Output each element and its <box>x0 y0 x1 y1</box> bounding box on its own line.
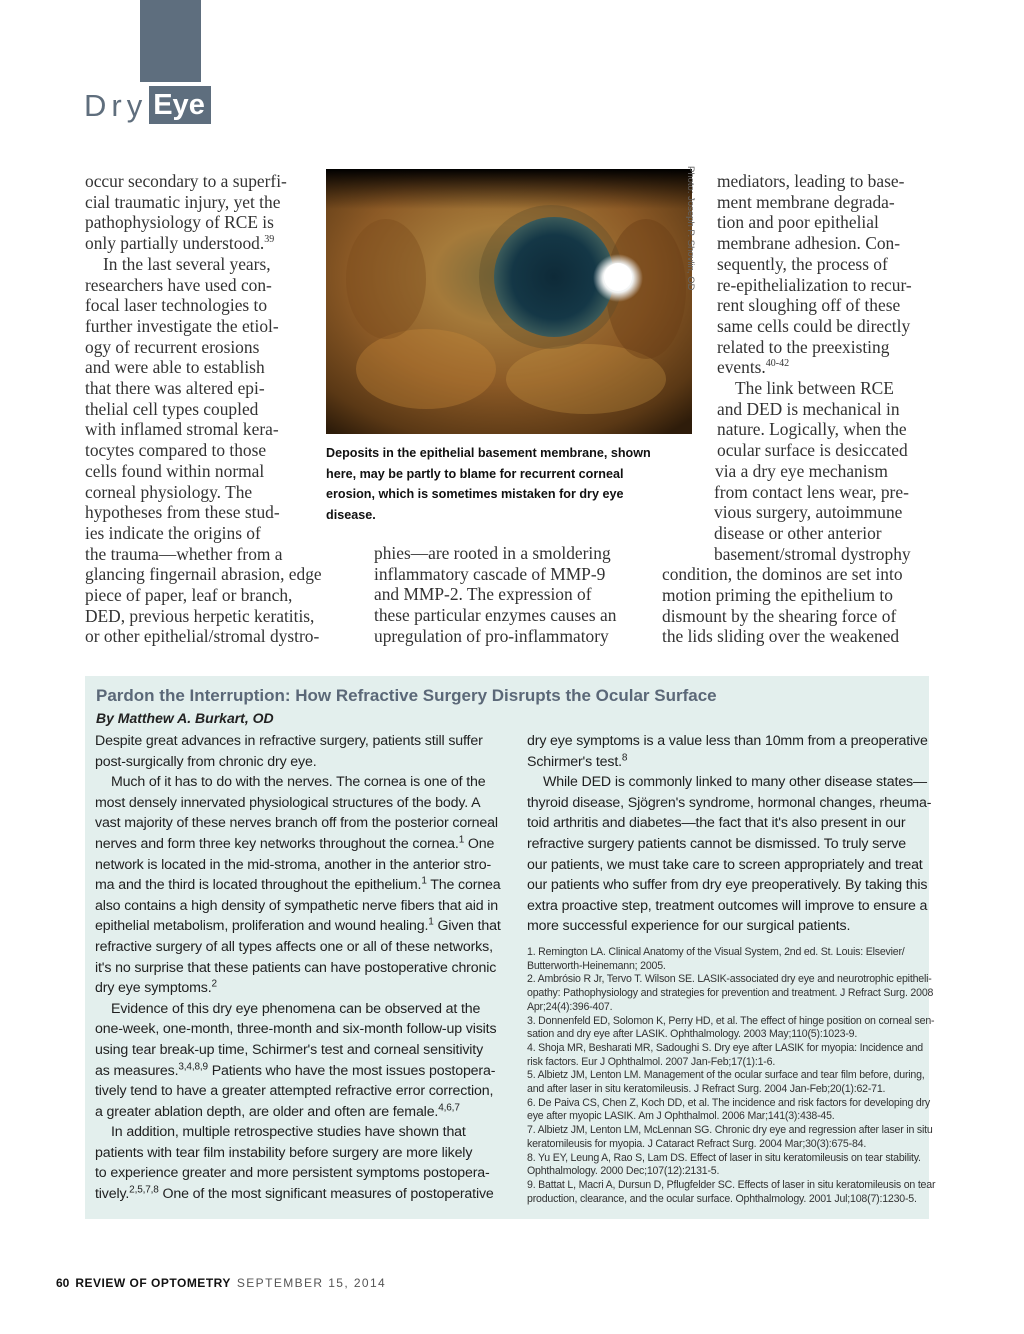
sidebar-column-left: Despite great advances in refractive surgery, patients still suffer post-surgically from chronic dry eye. Much of it has to do with the nerves. The cornea is one of the most densely innervated physiological structures of the body. A vast majority of these nerves branch off from the posterior corneal nerves and form three key networks throughout the cornea.$^1$ One network is located in the mid-stroma, another in the anterior stro- ma and the third is located throughout the epithelium.$^1$ The cornea also contains a high density of sympathetic nerve fibers that aid in epithelial metabolism, proliferation and wound healing.$^1$ Given that refractive surgery of all types affects one or all of these networks, it's no surprise that these patients can have postoperative chronic dry eye symptoms.$^2$ Evidence of this dry eye phenomena can be observed at the one-week, one-month, three-month and six-month follow-up visits using tear break-up time, Schirmer's test and corneal sensitivity as measures.$^{3,4,8,9}$ Patients who have the most issues postopera- tively tend to have a greater attempted refractive error correction, a greater ablation depth, are older and often are female.$^{4,6,7}$ In addition, multiple retrospective studies have shown that patients with tear film instability before surgery are more likely to experience greater and more persistent symptoms postopera- tively.$^{2,5,7,8}$ One of the most significant measures of postoperative <box>95 733 501 1203</box>
reference-item: 8. Yu EY, Leung A, Rao S, Lam DS. Effect of laser in situ keratomileusis on tear stability. Ophthalmology. 2000 Dec;107(12):2131-5. <box>527 1151 921 1178</box>
citation: 40-42 <box>765 358 790 370</box>
eye-photo <box>326 169 692 434</box>
reference-item: 3. Donnenfeld ED, Solomon K, Perry HD, et al. The effect of hinge position on corneal sen- sation and dry eye after LASIK. Ophthalmology. 2003 May;110(5):1023-9. <box>527 1014 935 1041</box>
reference-item: 5. Albietz JM, Lenton LM. Management of the ocular surface and tear film before, during, and after laser in situ keratomileusis. J Refract Surg. 2004 Jan-Feb;20(1):62-71. <box>527 1069 925 1096</box>
reference-item: 1. Remington LA. Clinical Anatomy of the Visual System, 2nd ed. St. Louis: Elsevier/ Butterworth-Heinemann; 2005. <box>527 946 905 972</box>
sidebar-title: Pardon the Interruption: How Refractive Surgery Disrupts the Ocular Surface <box>96 686 717 705</box>
citation: 3,4,8,9 <box>178 1060 208 1072</box>
column-1-paragraph-1: occur secondary to a superfi- cial traumatic injury, yet the pathophysiology of RCE is only partially understood.$^{39}$ <box>85 171 287 254</box>
article-column-3 <box>662 171 932 647</box>
reference-item: 6. De Paiva CS, Chen Z, Koch DD, et al. The incidence and risk factors for developing dry eye after myopic LASIK. Am J Ophthalmol. 2006 Mar;141(3):438-45. <box>527 1096 931 1123</box>
column-1-paragraph-2: In the last several years, researchers have used con- focal laser technologies to further investigate the etiol- ogy of recurrent erosions and were able to establish that there was altered epi- thelial cell types coupled with inflamed stromal kera- tocytes compared to those cells found within normal corneal physiology. The hypotheses from these stud- ies indicate the origins of the trauma—whether from a glancing fingernail abrasion, edge piece of paper, leaf or branch, DED, previous herpetic keratitis, or other epithelial/stromal dystro- <box>85 253 322 647</box>
citation: 39 <box>264 234 275 246</box>
reference-item: 4. Shoja MR, Besharati MR, Sadoughi S. Dry eye after LASIK for myopia: Incidence and risk factors. Eur J Ophthalmol. 2007 Jan-Feb;17(1):1-6. <box>527 1041 923 1068</box>
citation: 1 <box>428 916 434 928</box>
section-title-word2: Eye <box>149 86 211 124</box>
section-title <box>84 86 211 126</box>
citation: 4,6,7 <box>438 1101 460 1113</box>
page-footer <box>56 1276 386 1290</box>
section-tab-bar <box>140 0 201 82</box>
citation: 8 <box>621 751 628 763</box>
photo-credit: Photo: Joseph P. Shovlin, OD <box>685 166 696 291</box>
reference-item: 2. Ambrósio R Jr, Tervo T. Wilson SE. LASIK-associated dry eye and neurotrophic epitheli- opathy: Pathophysiology and strategies for prevention and treatment. J Refract Surg. 2008 Apr;24(4):396-407. <box>527 973 934 1013</box>
eye-photo-image <box>326 169 692 434</box>
photo-caption: Deposits in the epithelial basement membrane, shown here, may be partly to blame for recurrent corneal erosion, which is sometimes mistaken for dry eye disease. <box>326 446 651 522</box>
citation: 1 <box>458 834 465 846</box>
reference-item: 9. Battat L, Macri A, Dursun D, Pflugfelder SC. Effects of laser in situ keratomileusis on tear production, clearance, and the ocular surface. Ophthalmology. 2001 Jul;108(7):1230-5. <box>527 1178 936 1205</box>
issue-date: SEPTEMBER 15, 2014 <box>236 1276 387 1290</box>
section-title-word1: Dry <box>84 88 148 123</box>
column-3-paragraph-2: The link between RCE and DED is mechanical in nature. Logically, when the ocular surface is desiccated via a dry eye mechanism from contact lens wear, pre- vious surgery, autoimmune disease or other anterior basement/stromal dystrophy condition, the dominos are set into motion priming the epithelium to dismount by the shearing force of the lids sliding over the weakened <box>662 378 911 647</box>
sidebar-author: By Matthew A. Burkart, OD <box>96 710 274 726</box>
article-column-1 <box>85 171 350 647</box>
page-number: 60 <box>56 1276 70 1290</box>
article-column-2: phies—are rooted in a smoldering inflammatory cascade of MMP-9 and MMP-2. The expression of these particular enzymes causes an upregulation of pro-inflammatory <box>374 543 617 646</box>
citation: 1 <box>421 875 427 887</box>
sidebar-column-right: dry eye symptoms is a value less than 10mm from a preoperative Schirmer's test.$^8$ While DED is commonly linked to many other disease states— thyroid disease, Sjögren's syndrome, hormonal changes, rheuma- toid arthritis and diabetes—the fact that it's also present in our refractive surgery patients cannot be dismissed. To truly serve our patients, we must take care to screen appropriately and treat our patients who suffer from dry eye preoperatively. By taking this extra proactive step, treatment outcomes will improve to ensure a more successful experience for our surgical patients. <box>527 733 932 935</box>
column-3-paragraph-1: mediators, leading to base- ment membrane degrada- tion and poor epithelial membrane adhesion. Con- sequently, the process of re-epithelialization to recur- rent sloughing off of these same cells could be directly related to the preexisting events.$^{40-42}$ <box>717 171 912 378</box>
reference-list <box>527 946 936 1206</box>
publication-name: REVIEW OF OPTOMETRY <box>75 1276 231 1290</box>
citation: 2 <box>211 978 217 990</box>
reference-item: 7. Albietz JM, Lenton LM, McLennan SG. Chronic dry eye and regression after laser in situ keratomileusis for myopia. J Cataract Refract Surg. 2004 Mar;30(3):675-84. <box>527 1124 933 1150</box>
citation: 2,5,7,8 <box>129 1184 159 1196</box>
